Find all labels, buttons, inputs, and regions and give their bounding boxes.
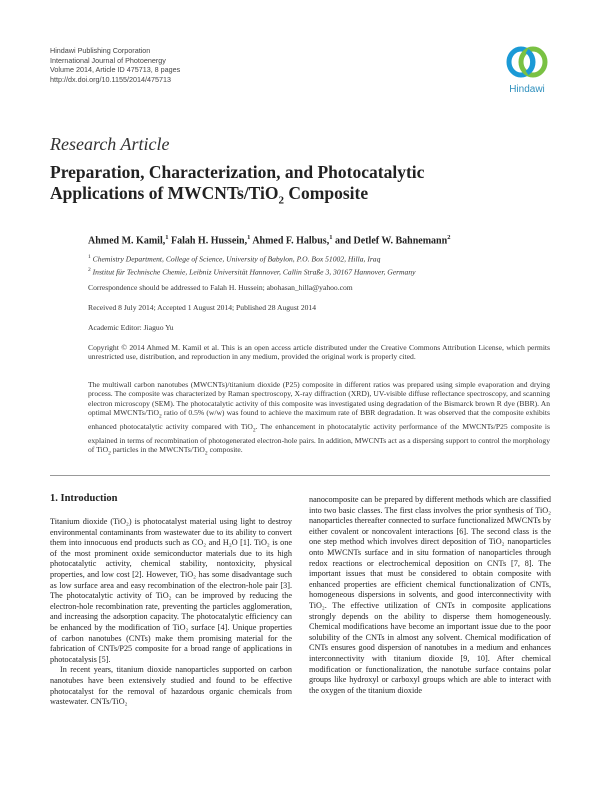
section-heading: 1. Introduction (50, 493, 118, 504)
body-paragraph: Titanium dioxide (TiO₂) is photocatalyst material using light to destroy environmental contaminants from wastewater due to its ability to convert them into innocuous end products such as CO₂ and H₂O [1]. TiO₂ is one of the most prominent oxide semiconductor materials due to its high photocatalytic activity, chemical stability, nontoxicity, physical properties, and low cost [2]. However, TiO₂ has some disadvantage such as low surface area and easy recombination of the electron-hole pair [3]. The photocatalytic activity of TiO₂ can be improved by reducing the electron-hole recombination rate, preventing the particles agglomeration, and increasing the adsorption capacity. The photocatalytic efficiency can be enhanced by the modification of TiO₂ surface [4]. Unique properties of carbon nanotubes (CNTs) make them promising material for the fabrication of CNTs/P25 composite for a broad range of applications in photocatalysis [5]. (50, 517, 292, 664)
copyright-notice: Copyright © 2014 Ahmed M. Kamil et al. This is an open access article distributed under the Creative Commons Attribution License, which permits unrestricted use, distribution, and reproduction in any medium, provided the original work is properly cited. (88, 343, 550, 362)
journal-header (50, 46, 180, 84)
abstract: The multiwall carbon nanotubes (MWCNTs)/titanium dioxide (P25) composite in different ratios was prepared using simple evaporation and drying process. The composite was characterized by Raman spectroscopy, X-ray diffraction (XRD), UV-visible diffuse reflectance spectroscopy, and scanning electron microscopy (SEM). The photocatalytic activity of this composite was investigated using degradation of the Bismarck brown R dye (BBR). An optimal MWCNTs/TiO$_2$ ratio of 0.5% (w/w) was found to achieve the maximum rate of BBR degradation. It was observed that the composite exhibits enhanced photocatalytic activity compared with TiO$_2$. The enhancement in photocatalytic activity performance of the MWCNTs/P25 composite is explained in terms of recombination of photogenerated electron-hole pairs. In addition, MWCNTs act as a dispersing support to control the morphology of TiO$_2$ particles in the MWCNTs/TiO$_2$ composite. (88, 380, 550, 457)
publication-dates: Received 8 July 2014; Accepted 1 August 2014; Published 28 August 2014 (88, 303, 317, 312)
journal-name: International Journal of Photoenergy (50, 55, 166, 65)
affiliations (88, 252, 416, 278)
correspondence: Correspondence should be addressed to Falah H. Hussein; abohasan_hilla@yahoo.com (88, 283, 353, 292)
author-name: Ahmed F. Halbus, (252, 235, 330, 247)
body-paragraph: nanocomposite can be prepared by different methods which are classified into two basic classes. The first class involves the prior synthesis of TiO₂ nanoparticles thereafter connected to surface functionalized MWCNTs by either covalent or noncovalent interactions [6]. The second class is the one step method which involves direct deposition of TiO₂ nanoparticles onto MWCNTs surface and in situ formation of nanoparticles through redox reactions or electrochemical deposition on CNTs [7, 8]. The important issues that must be considered to obtain composite with enhanced properties are efficient chemical functionalization of CNTs, homogeneous dispersions in solvents, and good interconnectivity with TiO₂. The effective utilization of CNTs in composite applications strongly depends on the ability to disperse them homogeneously. Chemical modifications have become an important issue due to the poor solubility of the CNTs in almost any solvent. Chemical modification of CNTs ensures good dispersion of nanotubes in a medium and enhances interconnectivity with titanium dioxide [9, 10]. After chemical modification or functionalization, the nanotube surface contains polar groups like hydroxyl or carboxyl groups which are able to interact with the oxygen of the titanium dioxide (309, 495, 551, 695)
section-divider (50, 475, 550, 476)
hindawi-logo-icon (505, 40, 549, 84)
affiliation-item: $^1$ Chemistry Department, College of Science, University of Babylon, P.O. Box 51002, Hilla, Iraq (88, 254, 381, 264)
author-name: and Detlef W. Bahnemann (334, 235, 448, 247)
hindawi-logo (497, 40, 557, 95)
author-name: Falah H. Hussein, (170, 235, 248, 247)
paper-title (50, 162, 520, 212)
affiliation-item: $^2$ Institut für Technische Chemie, Leibniz Universität Hannover, Callin Straße 3, 30167 Hannover, Germany (88, 267, 416, 277)
body-column-left (50, 517, 292, 708)
title-line-1: Preparation, Characterization, and Photocatalytic (50, 162, 425, 182)
volume-info: Volume 2014, Article ID 475713, 8 pages (50, 65, 181, 75)
author-name: Ahmed M. Kamil, (88, 235, 166, 247)
title-line-2: Applications of MWCNTs/TiO$_2$ Composite (50, 183, 369, 207)
logo-wordmark: Hindawi (509, 84, 545, 95)
doi-link[interactable]: http://dx.doi.org/10.1155/2014/475713 (50, 74, 171, 84)
academic-editor: Academic Editor: Jiaguo Yu (88, 323, 174, 332)
body-column-right (309, 495, 551, 696)
publisher-name: Hindawi Publishing Corporation (50, 46, 151, 55)
article-type: Research Article (50, 134, 170, 154)
author-list: Ahmed M. Kamil,$^1$ Falah H. Hussein,$^1$ Ahmed F. Halbus,$^1$ and Detlef W. Bahnemann$^2$ (88, 234, 451, 247)
body-paragraph: In recent years, titanium dioxide nanoparticles supported on carbon nanotubes have been extensively studied and found to be effective photocatalyst for the removal of hazardous organic chemicals from wastewater. CNTs/TiO₂ (50, 665, 292, 707)
